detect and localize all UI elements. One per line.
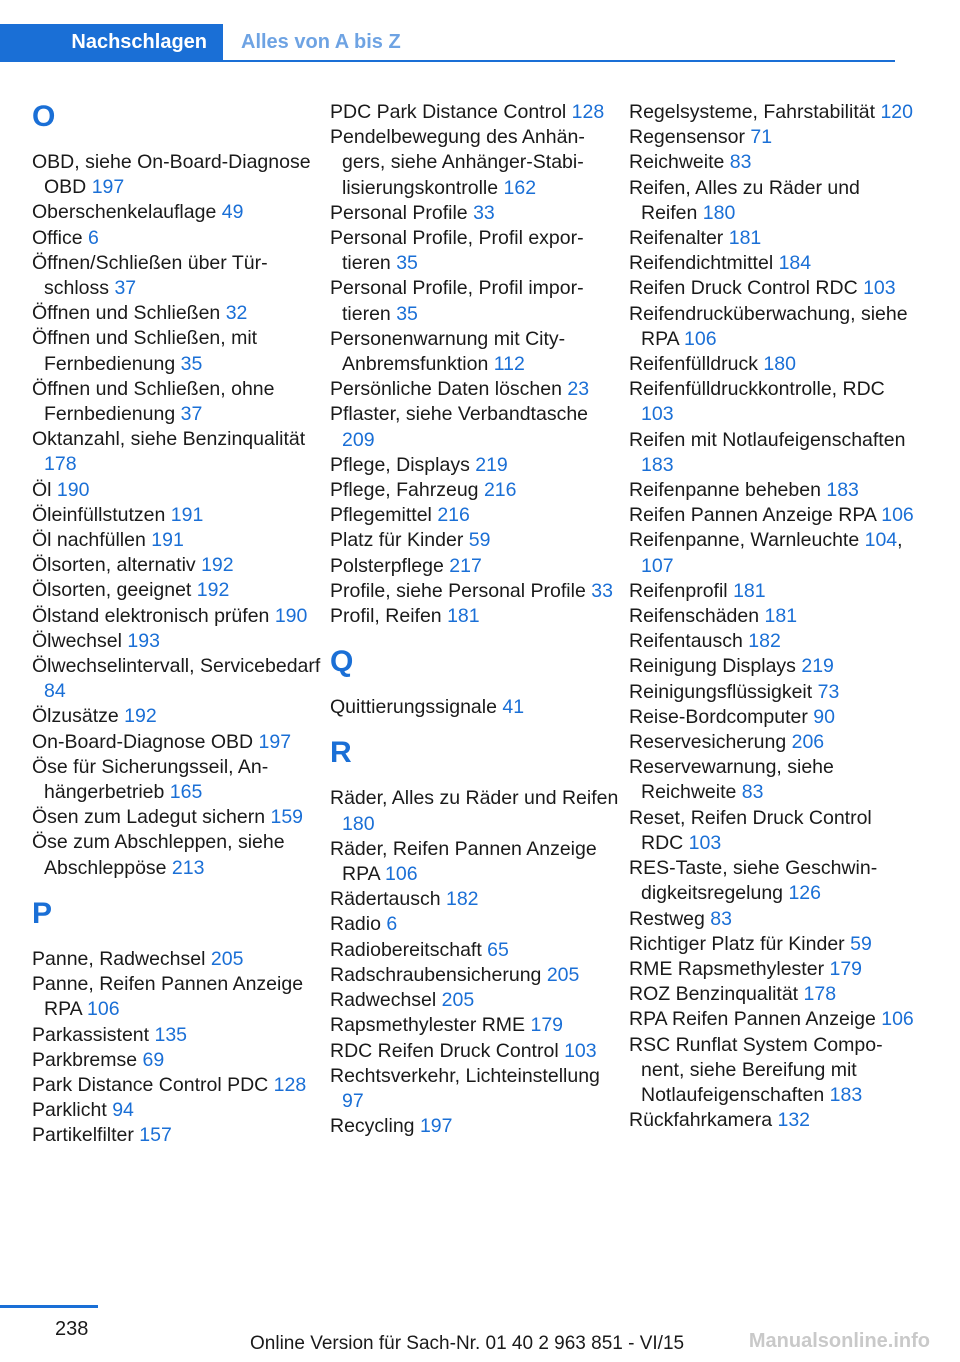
index-entry (629, 982, 919, 1007)
index-term: Rädertausch (330, 888, 446, 911)
index-term: Polsterpflege (330, 554, 450, 577)
page-link[interactable]: 178 (44, 453, 77, 476)
page-link[interactable]: 159 (270, 806, 304, 829)
index-entry (32, 830, 322, 880)
index-term: Reifendichtmittel (629, 252, 779, 275)
page-link[interactable]: 83 (710, 907, 732, 930)
page-link[interactable]: 184 (778, 252, 812, 275)
page-link[interactable]: 219 (801, 655, 834, 678)
index-term: Pflege, Fahrzeug (330, 479, 484, 502)
index-term: Richtiger Platz für Kinder (629, 932, 851, 955)
index-entry (32, 226, 322, 251)
section-letter: O (32, 100, 56, 133)
index-term: Ölwechsel (32, 629, 128, 652)
index-entry (32, 947, 322, 972)
page-link[interactable]: 37 (180, 403, 203, 426)
index-entry (330, 579, 620, 604)
index-term: Personenwarnung mit City-Anbremsfunktion (330, 327, 566, 376)
index-term: Panne, Reifen Pannen Anzeige RPA (32, 973, 304, 1021)
index-term: Ölwechselintervall, Servicebedarf (32, 655, 321, 678)
index-term: Reifen Pannen Anzeige RPA (629, 504, 882, 527)
page-link[interactable]: 71 (750, 126, 773, 149)
index-term: Reifenfülldruck (629, 353, 764, 376)
index-term: Reifenprofil (629, 579, 734, 602)
index-entry (330, 377, 620, 402)
index-entry (32, 251, 322, 301)
index-term: Persönliche Daten löschen (330, 378, 568, 401)
page-link[interactable]: 135 (154, 1023, 188, 1046)
index-entry (32, 427, 322, 477)
page-link[interactable]: 165 (169, 781, 203, 804)
index-term: Öse zum Abschleppen, siehe Abschleppöse (32, 831, 285, 879)
index-term: Reifenfülldruckkontrolle, RDC (629, 378, 885, 401)
page-link[interactable]: 103 (641, 403, 674, 426)
index-term: Profile, siehe Personal Profile (330, 579, 592, 602)
index-entry (32, 972, 322, 1022)
index-term: Recycling (330, 1115, 420, 1138)
index-term: Radschraubensicherung (330, 963, 547, 986)
index-entry (629, 705, 919, 730)
index-entry (629, 1033, 919, 1109)
index-entry (629, 730, 919, 755)
index-entry (32, 1123, 322, 1148)
index-term: Öl nachfüllen (32, 529, 152, 552)
index-entry (330, 402, 620, 452)
page-link[interactable]: 180 (702, 201, 736, 224)
index-term: Reifen Druck Control RDC (629, 277, 864, 300)
page-link[interactable]: 181 (447, 605, 480, 628)
index-entry (629, 478, 919, 503)
page-link[interactable]: 179 (829, 957, 863, 980)
index-term: On-Board-Diagnose OBD (32, 730, 259, 753)
index-entry (32, 301, 322, 326)
page-link[interactable]: 132 (777, 1109, 811, 1132)
chapter-header (0, 24, 895, 62)
page-link[interactable]: 106 (87, 998, 120, 1021)
index-term: Reifen mit Notlaufeigenschaften (629, 428, 906, 451)
index-entry (330, 201, 620, 226)
index-entry (32, 755, 322, 805)
index-entry (629, 377, 919, 427)
index-entry (32, 478, 322, 503)
index-term: Ösen zum Ladegut sichern (32, 806, 271, 829)
index-entry (629, 150, 919, 175)
page-link[interactable]: 191 (170, 503, 204, 526)
tab-nachschlagen[interactable]: Nachschlagen (0, 24, 223, 60)
index-term: Rückfahrkamera (629, 1109, 778, 1132)
index-term: RPA Reifen Pannen Anzeige (629, 1008, 882, 1031)
index-term: Reifentausch (629, 630, 749, 653)
index-entry (629, 352, 919, 377)
index-term: Reinigung Displays (629, 655, 802, 678)
index-entry (32, 578, 322, 603)
page-link[interactable]: 216 (437, 504, 470, 527)
index-term: Parkassistent (32, 1023, 155, 1046)
page-link[interactable]: 106 (684, 327, 717, 350)
index-entry (32, 704, 322, 729)
index-term: Radiobereitschaft (330, 938, 488, 961)
page-link[interactable]: 206 (791, 731, 825, 754)
page-link[interactable]: 209 (342, 428, 375, 451)
page-link[interactable]: 106 (881, 1008, 914, 1031)
index-entry (330, 786, 620, 836)
index-entry (629, 528, 919, 578)
page-link[interactable]: 190 (56, 478, 90, 501)
page-link[interactable]: 35 (396, 252, 418, 275)
page-link[interactable]: 219 (475, 453, 508, 476)
index-entry (32, 1048, 322, 1073)
index-entry (32, 528, 322, 553)
index-entry (629, 629, 919, 654)
index-entry (629, 907, 919, 932)
index-term: Öffnen und Schließen, mit Fernbedienung (32, 327, 258, 375)
page-link[interactable]: 6 (386, 913, 398, 936)
page-link[interactable]: 103 (688, 831, 722, 854)
index-term: Öse für Sicherungsseil, Anhängerbetrieb (32, 755, 269, 804)
page-link[interactable]: 90 (813, 705, 835, 728)
index-term: RDC Reifen Druck Control (330, 1039, 565, 1062)
page-link[interactable]: 69 (142, 1048, 165, 1071)
index-entry (629, 503, 919, 528)
page-link[interactable]: 205 (441, 989, 475, 1012)
index-entry (629, 680, 919, 705)
index-entry (32, 805, 322, 830)
page-link[interactable]: 157 (139, 1124, 172, 1147)
page-link[interactable]: 120 (880, 101, 913, 123)
index-term: Rapsmethylester RME (330, 1014, 531, 1037)
page-link[interactable]: 97 (342, 1089, 364, 1112)
header-rule (0, 60, 895, 62)
index-entry (330, 963, 620, 988)
index-entry (330, 604, 620, 629)
index-entry (32, 604, 322, 629)
index-entry (32, 654, 322, 704)
index-entry (629, 932, 919, 957)
index-term: Ölsorten, alternativ (32, 554, 202, 577)
index-entry (330, 1064, 620, 1114)
index-term: Regensensor (629, 126, 751, 149)
page-link[interactable]: 216 (483, 479, 517, 502)
index-term: ROZ Benzinqualität (629, 983, 804, 1006)
watermark: Manualsonline.info (748, 1330, 930, 1352)
page-link[interactable]: 106 (385, 863, 418, 886)
index-term: Parkbremse (32, 1048, 143, 1071)
page-link[interactable]: 181 (733, 579, 766, 602)
page-link[interactable]: 83 (729, 151, 752, 174)
index-term: Pflegemittel (330, 504, 438, 527)
section-letter: Q (330, 645, 354, 679)
page-link[interactable]: 162 (503, 176, 537, 199)
page-link[interactable]: 84 (44, 680, 66, 703)
page-link[interactable]: 103 (863, 277, 896, 300)
page-link[interactable]: 178 (803, 983, 837, 1006)
index-entry (330, 887, 620, 912)
page-link[interactable]: 41 (502, 696, 525, 719)
index-term: Radio (330, 913, 387, 936)
index-entry (629, 251, 919, 276)
page-link[interactable]: 197 (419, 1115, 453, 1138)
page-link[interactable]: 192 (201, 554, 234, 577)
page-link[interactable]: 180 (342, 812, 375, 835)
online-version-note: Online Version für Sach-Nr. 01 40 2 963 851 - VI/15 (250, 1333, 685, 1354)
page-link[interactable]: 180 (763, 353, 796, 376)
index-entry (330, 478, 620, 503)
index-column-3 (629, 100, 919, 1133)
index-term: Reise-Bordcomputer (629, 705, 814, 728)
index-term: Oktanzahl, siehe Benzinqualität (32, 428, 306, 451)
index-term: OBD, siehe On-Board-Diagnose OBD (32, 151, 311, 199)
tab-alles-von-a-bis-z[interactable]: Alles von A bis Z (241, 30, 401, 53)
index-entry (330, 938, 620, 963)
page-link[interactable]: 83 (741, 781, 764, 804)
index-entry (330, 1039, 620, 1064)
page-link[interactable]: 49 (221, 201, 244, 224)
index-term: Pendelbewegung des Anhängers, siehe Anhänger-Stabilisierungskontrolle (330, 126, 585, 199)
index-term: Restweg (629, 907, 711, 930)
index-entry (629, 1007, 919, 1032)
index-term: Reset, Reifen Druck Control RDC (629, 806, 872, 854)
page-link[interactable]: 205 (210, 947, 244, 970)
index-entry (330, 554, 620, 579)
index-term: Platz für Kinder (330, 529, 469, 552)
index-entry (330, 912, 620, 937)
page-link[interactable]: 193 (127, 629, 160, 652)
page-link[interactable]: 6 (88, 226, 99, 249)
index-entry (629, 604, 919, 629)
page-link[interactable]: 128 (571, 101, 605, 123)
page-link[interactable]: 181 (764, 605, 798, 628)
index-term: Reinigungsflüssigkeit (629, 680, 818, 703)
index-entry (330, 695, 620, 720)
index-entry (330, 1114, 620, 1139)
page-link[interactable]: 59 (468, 529, 491, 552)
index-column-2 (330, 100, 620, 1139)
index-term: Öleinfüllstutzen (32, 503, 171, 526)
page-link[interactable]: 23 (567, 378, 590, 401)
page-link[interactable]: 192 (124, 705, 157, 728)
index-entry (330, 528, 620, 553)
index-term: Partikelfilter (32, 1124, 140, 1147)
index-column-1 (32, 100, 322, 1149)
page-link[interactable]: 35 (180, 352, 203, 375)
index-term: Pflaster, siehe Verbandtasche (330, 403, 589, 426)
index-entry (32, 377, 322, 427)
page-link[interactable]: 65 (487, 938, 509, 961)
page-link[interactable]: 103 (564, 1039, 597, 1062)
index-term: Reifenschäden (629, 605, 765, 628)
index-entry (32, 1098, 322, 1123)
index-entry (629, 125, 919, 150)
page-link[interactable]: 32 (225, 302, 248, 325)
index-term: Reifen, Alles zu Räder und Reifen (629, 176, 860, 224)
index-term: Ölsorten, geeignet (32, 579, 197, 602)
index-entry (629, 226, 919, 251)
page-link[interactable]: 181 (728, 227, 762, 250)
index-entry (32, 150, 322, 200)
index-entry (330, 226, 620, 276)
page-link[interactable]: 182 (445, 888, 479, 911)
index-entry (629, 176, 919, 226)
index-term: Öffnen/Schließen über Türschloss (32, 251, 268, 300)
index-entry (629, 276, 919, 301)
page-link[interactable]: 104 (864, 529, 898, 552)
index-term: RES-Taste, siehe Geschwindigkeitsregelung (629, 857, 878, 905)
index-entry (32, 629, 322, 654)
page-link[interactable]: 106 (881, 504, 914, 527)
page-link[interactable]: 213 (171, 856, 205, 879)
index-entry (32, 503, 322, 528)
page-link[interactable]: 217 (449, 554, 482, 577)
index-term: Personal Profile, Profil exportieren (330, 227, 584, 275)
index-term: Pflege, Displays (330, 453, 476, 476)
page-link[interactable]: 182 (748, 630, 781, 653)
page-link[interactable]: 191 (151, 529, 184, 552)
page-number: 238 (55, 1318, 89, 1340)
page-link[interactable]: 107 (641, 554, 674, 577)
index-entry (629, 957, 919, 982)
page-link[interactable]: 73 (817, 680, 840, 703)
index-term: Panne, Radwechsel (32, 947, 211, 970)
page-link[interactable]: 197 (91, 176, 125, 199)
index-term: Office (32, 226, 88, 249)
index-entry (330, 100, 620, 125)
index-term: Öl (32, 478, 57, 501)
page-link[interactable]: 205 (546, 963, 580, 986)
page-link[interactable]: 183 (641, 453, 674, 476)
page-link[interactable]: 192 (196, 579, 230, 602)
index-term: Räder, Reifen Pannen Anzeige RPA (330, 837, 597, 886)
page-link[interactable]: 35 (396, 302, 418, 325)
index-entry (32, 326, 322, 376)
index-term: Ölzusätze (32, 705, 125, 728)
index-entry (32, 200, 322, 225)
index-entry (629, 654, 919, 679)
index-term: Reservesicherung (629, 731, 792, 754)
index-entry (629, 428, 919, 478)
index-entry (32, 553, 322, 578)
page-link[interactable]: 94 (112, 1099, 134, 1122)
index-entry (629, 856, 919, 906)
index-term: Ölstand elektronisch prüfen (32, 604, 275, 627)
page-link[interactable]: 37 (114, 277, 137, 300)
page-link[interactable]: 59 (850, 932, 872, 955)
index-term: Radwechsel (330, 989, 442, 1012)
index-entry (330, 453, 620, 478)
page-link[interactable]: 183 (829, 1083, 863, 1106)
index-term: PDC Park Distance Control (330, 101, 572, 123)
page-link[interactable]: 190 (274, 604, 308, 627)
index-term: Personal Profile (330, 201, 474, 224)
page-link[interactable]: 128 (273, 1073, 307, 1096)
index-term: Reifenpanne, Warnleuchte (629, 529, 865, 552)
index-term: Personal Profile, Profil importieren (330, 277, 584, 325)
index-term: Regelsysteme, Fahrstabilität (629, 101, 881, 123)
index-term: Reifenalter (629, 227, 729, 250)
index-entry (32, 1023, 322, 1048)
index-term: RSC Runflat System Component, siehe Bereifung mit Notlaufeigenschaften (629, 1033, 883, 1106)
index-entry (629, 1108, 919, 1133)
page-link[interactable]: 33 (591, 579, 613, 602)
page-separator: , (897, 529, 903, 552)
index-term: Rechtsverkehr, Lichteinstellung (330, 1064, 600, 1087)
index-entry (330, 988, 620, 1013)
index-entry (330, 327, 620, 377)
section-letter: R (330, 736, 352, 770)
index-term: Räder, Alles zu Räder und Reifen (330, 787, 619, 810)
index-entry (330, 125, 620, 201)
index-term: Reifendrucküberwachung, siehe RPA (629, 302, 908, 350)
page-link[interactable]: 179 (530, 1014, 564, 1037)
index-entry (629, 302, 919, 352)
index-term: Reifenpanne beheben (629, 479, 827, 502)
index-entry (629, 755, 919, 805)
page-link[interactable]: 197 (258, 730, 292, 753)
index-entry (32, 730, 322, 755)
index-entry (629, 579, 919, 604)
page-link[interactable]: 183 (826, 479, 859, 502)
section-letter: P (32, 896, 53, 930)
index-term: Reichweite (629, 151, 730, 174)
index-entry (330, 837, 620, 887)
index-term: Reservewarnung, siehe Reichweite (629, 756, 834, 804)
index-term: Öffnen und Schließen, ohne Fernbedienung (32, 377, 275, 426)
index-term: Quittierungssignale (330, 696, 503, 719)
index-term: RME Rapsmethylester (629, 957, 830, 980)
index-entry (330, 276, 620, 326)
index-term: Profil, Reifen (330, 605, 448, 628)
index-entry (629, 806, 919, 856)
index-entry (32, 1073, 322, 1098)
index-term: Öffnen und Schließen (32, 302, 226, 325)
page-number-rule (0, 1305, 98, 1308)
index-term: Park Distance Control PDC (32, 1073, 274, 1096)
index-entry (629, 100, 919, 125)
page-link[interactable]: 33 (473, 201, 495, 224)
index-entry (330, 503, 620, 528)
page-link[interactable]: 126 (788, 882, 821, 905)
index-term: Oberschenkelauflage (32, 201, 222, 224)
index-term: Parklicht (32, 1099, 113, 1122)
index-entry (330, 1013, 620, 1038)
page-link[interactable]: 112 (493, 353, 525, 376)
